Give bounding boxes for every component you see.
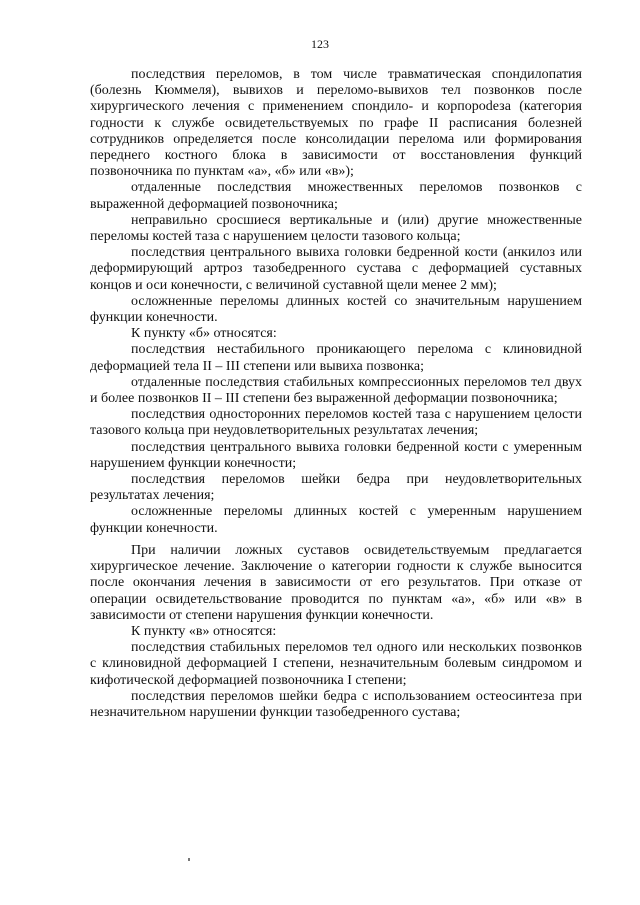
paragraph: неправильно сросшиеся вертикальные и (или) другие множественные переломы костей таза с нарушением целости тазового кольца; xyxy=(90,212,582,245)
paragraph: последствия переломов шейки бедра при неудовлетворительных результатах лечения; xyxy=(90,472,582,504)
paragraph: отдаленные последствия множественных переломов позвонков с выраженной деформацией позвоночника; xyxy=(90,180,582,212)
document-body xyxy=(90,67,582,721)
paragraph: последствия стабильных переломов тел одного или нескольких позвонков с клиновидной деформацией I степени, незначительным болевым синдромом и кифотической деформацией позвоночника I степени; xyxy=(90,640,582,688)
paragraph: К пункту «в» относятся: xyxy=(131,623,277,639)
paragraph: осложненные переломы длинных костей с умеренным нарушением функции конечности. xyxy=(90,504,582,536)
paragraph: последствия переломов, в том числе травматическая спондилопатия (болезнь Кюммеля), вывихов и переломо-вывихов тел позвонков после хирургического лечения с применением спондило- и корпороdеза (категория годности к службе освидетельствуемых по графе II расписания болезней сотрудников определяется после консолидации перелома или формирования переднего костного блока в зависимости от восстановления функций позвоночника по пунктам «а», «б» или «в»); xyxy=(90,67,582,180)
paragraph: последствия нестабильного проникающего перелома с клиновидной деформацией тела II – III степени или вывиха позвонка; xyxy=(90,342,582,374)
paragraph: последствия центрального вывиха головки бедренной кости с умеренным нарушением функции конечности; xyxy=(90,439,582,471)
paragraph: К пункту «б» относятся: xyxy=(131,326,277,342)
paragraph: При наличии ложных суставов освидетельствуемым предлагается хирургическое лечение. Заключение о категории годности к службе выносится после окончания лечения в зависимости от его результатов. При отказе от операции освидетельствование проводится по пунктам «а», «б» или «в» в зависимости от степени нарушения функции конечности. xyxy=(90,542,582,623)
scan-speck xyxy=(188,858,190,861)
paragraph: последствия переломов шейки бедра с использованием остеосинтеза при незначительном нарушении функции тазобедренного сустава; xyxy=(90,688,582,720)
paragraph: осложненные переломы длинных костей со значительным нарушением функции конечности. xyxy=(90,293,582,326)
paragraph: последствия односторонних переломов костей таза с нарушением целости тазового кольца при неудовлетворительных результатах лечения; xyxy=(90,407,582,439)
page-number: 123 xyxy=(311,37,329,51)
paragraph: последствия центрального вывиха головки бедренной кости (анкилоз или деформирующий артроз тазобедренного сустава с деформацией суставных концов и оси конечности, с величиной суставной щели менее 2 мм); xyxy=(90,245,582,293)
paragraph: отдаленные последствия стабильных компрессионных переломов тел двух и более позвонков II – III степени без выраженной деформации позвоночника; xyxy=(90,374,582,407)
